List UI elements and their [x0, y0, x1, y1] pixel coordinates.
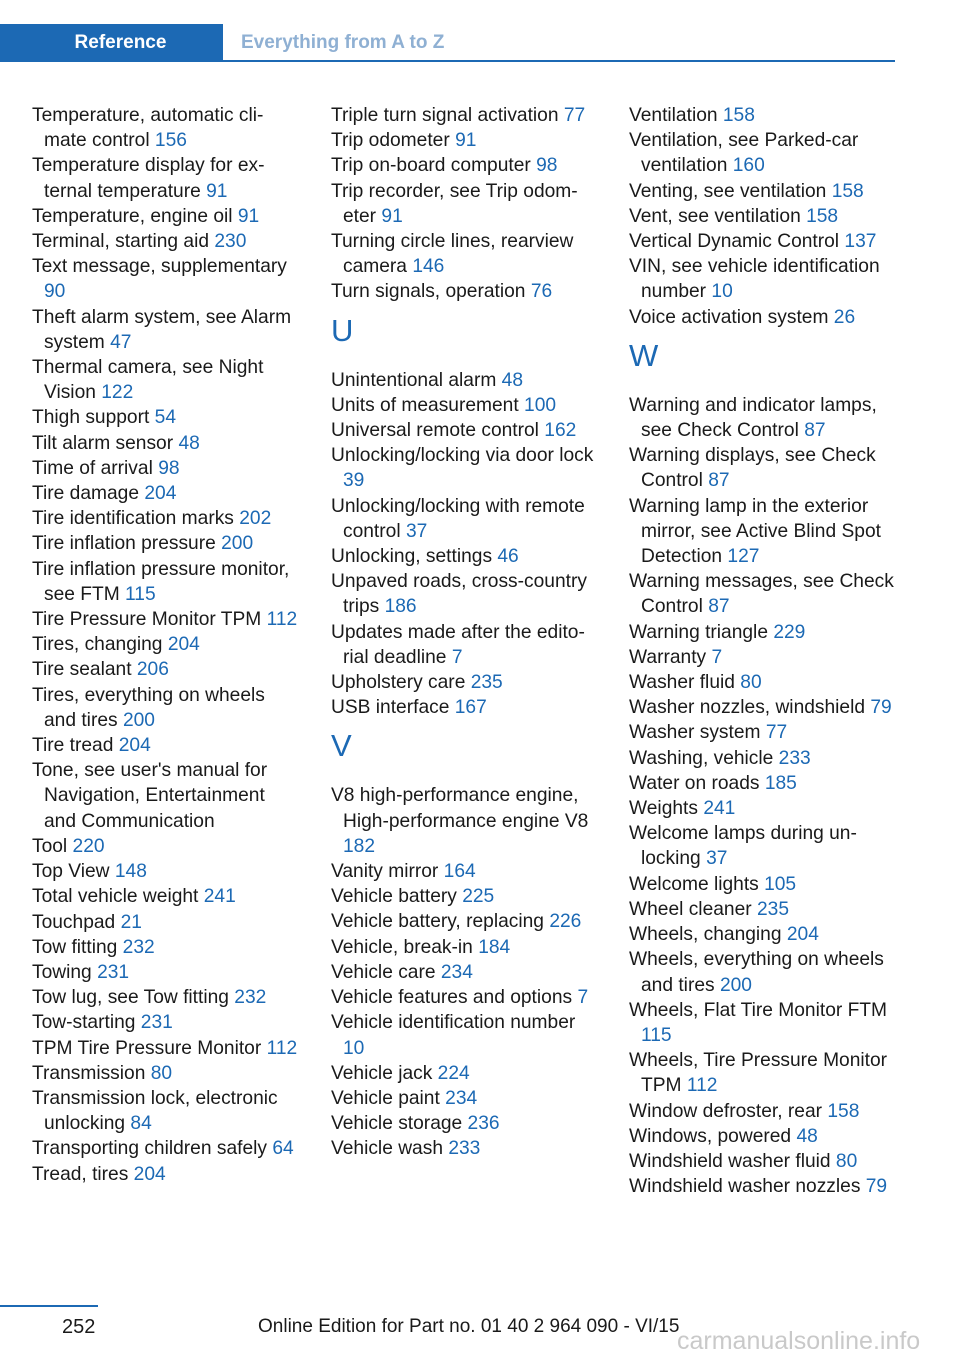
entry-page-link[interactable]: 112 — [686, 1075, 718, 1097]
entry-page-link[interactable]: 200 — [122, 709, 155, 731]
entry-term: Tread, tires — [32, 1163, 129, 1185]
entry-page-link[interactable]: 127 — [727, 546, 760, 568]
entry-page-link[interactable]: 206 — [136, 659, 169, 681]
entry-page-link[interactable]: 146 — [412, 256, 445, 278]
entry-term: Theft alarm system, see Alarm system — [32, 306, 292, 353]
index-entry — [629, 305, 899, 330]
entry-term: Transmission lock, electronic unlocking — [32, 1087, 278, 1135]
entry-page-link[interactable]: 184 — [478, 936, 511, 958]
index-entry — [32, 607, 298, 632]
entry-page-link[interactable]: 220 — [72, 835, 105, 857]
entry-term: Transporting children safely — [32, 1138, 267, 1160]
entry-term: Vent, see ventilation — [629, 205, 801, 227]
index-entry — [629, 695, 899, 720]
index-entry — [629, 443, 899, 493]
entry-term: VIN, see vehicle identification number — [629, 256, 880, 303]
index-entry — [629, 128, 899, 178]
entry-page-link[interactable]: 46 — [497, 546, 519, 568]
entry-page-link[interactable]: 158 — [831, 180, 864, 202]
entry-page-link[interactable]: 200 — [719, 974, 752, 996]
entry-term: Unpaved roads, cross-country trips — [331, 571, 587, 618]
index-entry — [331, 418, 601, 443]
entry-term: Time of arrival — [32, 457, 153, 479]
index-entry — [331, 1086, 601, 1111]
index-entry — [32, 1061, 298, 1086]
entry-page-link[interactable]: 232 — [122, 936, 155, 958]
entry-term: Trip on-board computer — [331, 155, 531, 177]
index-entry — [32, 1136, 298, 1161]
index-entry — [32, 1010, 298, 1035]
entry-page-link[interactable]: 48 — [796, 1125, 818, 1147]
entry-page-link[interactable]: 226 — [549, 911, 582, 933]
entry-term: Ventilation, see Parked-car ventilation — [629, 130, 859, 177]
entry-term: Triple turn signal activation — [331, 105, 559, 126]
index-entry — [629, 103, 899, 128]
index-entry — [629, 998, 899, 1048]
entry-page-link[interactable]: 185 — [764, 772, 797, 794]
index-entry — [32, 935, 298, 960]
entry-page-link[interactable]: 10 — [343, 1037, 365, 1059]
index-entry — [32, 683, 298, 733]
index-entry — [629, 494, 899, 570]
entry-term: Vehicle features and options — [331, 987, 573, 1009]
entry-term: Wheels, everything on wheels and tires — [629, 949, 884, 996]
entry-page-link[interactable]: 229 — [773, 621, 806, 643]
index-entry — [629, 1124, 899, 1149]
entry-term: Tires, everything on wheels and tires — [32, 684, 265, 731]
entry-page-link[interactable]: 98 — [536, 155, 558, 177]
watermark: carmanualsonline.info — [677, 1327, 921, 1355]
entry-term: Windshield washer fluid — [629, 1150, 831, 1172]
entry-term: Turning circle lines, rearview camera — [331, 231, 574, 278]
entry-page-link[interactable]: 158 — [722, 105, 755, 126]
entry-term: Wheels, changing — [629, 924, 782, 946]
entry-page-link[interactable]: 77 — [765, 722, 788, 744]
entry-page-link[interactable]: 225 — [462, 886, 495, 908]
entry-page-link[interactable]: 91 — [237, 205, 260, 227]
entry-page-link[interactable]: 235 — [757, 898, 790, 920]
index-entry — [331, 935, 601, 960]
entry-term: Tool — [32, 835, 68, 857]
entry-page-link[interactable]: 87 — [708, 596, 730, 618]
entry-term: Vehicle, break-in — [331, 936, 473, 958]
index-entry — [331, 153, 601, 178]
entry-term: Vehicle battery, replacing — [331, 911, 544, 933]
entry-term: Vehicle battery — [331, 886, 457, 908]
entry-term: Tire Pressure Monitor TPM — [32, 609, 262, 631]
index-column-3 — [629, 103, 899, 1199]
index-entry — [32, 204, 298, 229]
entry-page-link[interactable]: 91 — [206, 180, 228, 202]
page-header — [0, 0, 960, 62]
index-entry — [32, 960, 298, 985]
index-entry — [629, 1099, 899, 1124]
index-entry — [32, 254, 298, 304]
entry-term: Temperature display for external temperature — [32, 155, 265, 202]
entry-term: Washing, vehicle — [629, 747, 774, 769]
entry-term: Universal remote control — [331, 420, 539, 442]
index-entry — [331, 393, 601, 418]
index-entry — [32, 834, 298, 859]
entry-page-link[interactable]: 91 — [455, 130, 477, 152]
entry-page-link[interactable]: 37 — [706, 848, 728, 870]
entry-page-link[interactable]: 98 — [158, 457, 180, 479]
entry-page-link[interactable]: 204 — [118, 735, 151, 757]
index-entry — [331, 695, 601, 720]
index-letter-heading: U — [331, 312, 354, 348]
entry-page-link[interactable]: 204 — [167, 634, 200, 656]
entry-term: Unlocking/locking with remote control — [331, 495, 585, 542]
index-entry — [32, 405, 298, 430]
entry-term: Warning triangle — [629, 621, 768, 643]
entry-term: Ventilation — [629, 105, 718, 126]
entry-term: Terminal, starting aid — [32, 231, 210, 253]
entry-term: Window defroster, rear — [629, 1100, 823, 1122]
entry-term: Tow lug, see Tow fitting — [32, 987, 229, 1009]
entry-page-link[interactable]: 122 — [101, 382, 134, 404]
entry-page-link[interactable]: 235 — [470, 672, 503, 694]
entry-term: Transmission — [32, 1062, 146, 1084]
entry-page-link[interactable]: 230 — [214, 231, 247, 253]
entry-page-link[interactable]: 186 — [384, 596, 417, 618]
index-entry — [32, 153, 298, 203]
index-entry — [629, 1048, 899, 1098]
footer-rule — [0, 1305, 98, 1307]
entry-page-link[interactable]: 77 — [563, 105, 586, 126]
entry-page-link[interactable]: 115 — [125, 583, 156, 605]
entry-term: Weights — [629, 798, 698, 820]
entry-term: Updates made after the editorial deadline — [331, 621, 585, 668]
entry-term: Tire damage — [32, 483, 140, 505]
entry-page-link[interactable]: 241 — [203, 886, 236, 908]
index-entry — [331, 1111, 601, 1136]
index-letter-heading: V — [331, 728, 352, 764]
entry-page-link[interactable]: 137 — [844, 231, 877, 253]
index-entry — [629, 179, 899, 204]
entry-page-link[interactable]: 160 — [732, 155, 765, 177]
index-entry — [32, 506, 298, 531]
entry-page-link[interactable]: 204 — [133, 1163, 166, 1185]
entry-term: Vehicle care — [331, 961, 436, 983]
section-tab: Reference — [0, 24, 223, 62]
index-entry — [629, 872, 899, 897]
index-column-1 — [32, 103, 298, 1187]
index-entry — [331, 1136, 601, 1161]
entry-page-link[interactable]: 7 — [451, 646, 463, 668]
entry-page-link[interactable]: 162 — [544, 420, 577, 442]
entry-page-link[interactable]: 182 — [343, 835, 376, 857]
entry-term: Vehicle wash — [331, 1138, 443, 1160]
entry-page-link[interactable]: 200 — [221, 533, 254, 555]
index-entry — [331, 128, 601, 153]
entry-page-link[interactable]: 90 — [44, 281, 66, 303]
index-entry — [32, 531, 298, 556]
entry-page-link[interactable]: 148 — [114, 861, 147, 883]
index-entry — [629, 947, 899, 997]
index-entry — [331, 103, 601, 128]
entry-term: Trip odometer — [331, 130, 450, 152]
entry-term: Wheel cleaner — [629, 898, 752, 920]
entry-page-link[interactable]: 112 — [266, 1037, 298, 1059]
entry-page-link[interactable]: 233 — [448, 1138, 481, 1160]
index-entry — [331, 443, 601, 493]
entry-term: Vertical Dynamic Control — [629, 231, 840, 253]
entry-term: Touchpad — [32, 911, 116, 933]
entry-term: Warranty — [629, 646, 707, 668]
index-entry — [331, 884, 601, 909]
index-entry — [32, 1036, 298, 1061]
index-letter-heading: W — [629, 337, 659, 373]
entry-term: Top View — [32, 861, 110, 883]
entry-page-link[interactable]: 164 — [443, 861, 476, 883]
index-entry — [629, 670, 899, 695]
index-entry — [32, 481, 298, 506]
entry-page-link[interactable]: 79 — [870, 697, 892, 719]
entry-term: Tire identification marks — [32, 508, 234, 530]
index-entry — [629, 897, 899, 922]
entry-term: Vehicle jack — [331, 1062, 433, 1084]
index-entry — [331, 985, 601, 1010]
entry-term: Unlocking/locking via door lock — [331, 445, 594, 467]
index-entry — [331, 494, 601, 544]
index-entry — [331, 179, 601, 229]
index-entry — [32, 1162, 298, 1187]
entry-page-link[interactable]: 231 — [140, 1012, 173, 1034]
entry-page-link[interactable]: 202 — [239, 508, 272, 530]
entry-term: Tow-starting — [32, 1012, 136, 1034]
entry-page-link[interactable]: 236 — [467, 1113, 500, 1135]
entry-page-link[interactable]: 156 — [154, 130, 187, 152]
entry-term: Warning and indicator lamps, see Check Control — [629, 394, 877, 442]
entry-term: Warning lamp in the exterior mirror, see Active Blind Spot Detection — [629, 495, 881, 568]
entry-page-link[interactable]: 158 — [806, 205, 839, 227]
entry-page-link[interactable]: 10 — [711, 281, 733, 303]
entry-term: Windows, powered — [629, 1125, 792, 1147]
entry-term: Tires, changing — [32, 634, 163, 656]
entry-page-link[interactable]: 224 — [437, 1062, 470, 1084]
entry-page-link[interactable]: 54 — [154, 407, 177, 429]
entry-page-link[interactable]: 7 — [577, 987, 589, 1009]
index-entry — [629, 254, 899, 304]
entry-term: Total vehicle weight — [32, 886, 199, 908]
index-entry — [32, 1086, 298, 1136]
entry-term: Warning messages, see Check Control — [629, 571, 894, 618]
entry-term: TPM Tire Pressure Monitor — [32, 1037, 262, 1059]
entry-term: Tire sealant — [32, 659, 132, 681]
index-entry — [629, 1149, 899, 1174]
index-entry — [629, 1174, 899, 1199]
index-entry — [629, 204, 899, 229]
index-entry — [32, 884, 298, 909]
index-entry — [32, 355, 298, 405]
entry-term: Tilt alarm sensor — [32, 432, 174, 454]
index-entry — [331, 368, 601, 393]
entry-page-link[interactable]: 204 — [144, 483, 177, 505]
entry-term: Thigh support — [32, 407, 150, 429]
entry-page-link[interactable]: 48 — [501, 369, 524, 391]
entry-page-link[interactable]: 80 — [150, 1062, 173, 1084]
index-entry — [629, 796, 899, 821]
index-entry — [331, 229, 601, 279]
index-entry — [32, 431, 298, 456]
entry-page-link[interactable]: 26 — [833, 306, 856, 328]
entry-page-link[interactable]: 234 — [445, 1087, 478, 1109]
index-entry — [32, 103, 298, 153]
index-entry — [331, 544, 601, 569]
entry-term: Turn signals, operation — [331, 281, 526, 303]
page-number: 252 — [62, 1316, 96, 1338]
entry-page-link[interactable]: 7 — [711, 646, 723, 668]
entry-term: Trip recorder, see Trip odometer — [331, 180, 578, 227]
entry-term: Voice activation system — [629, 306, 829, 328]
index-entry — [32, 758, 298, 834]
entry-page-link[interactable]: 80 — [835, 1150, 858, 1172]
index-entry — [331, 279, 601, 304]
entry-term: Washer fluid — [629, 672, 735, 694]
entry-term: Upholstery care — [331, 672, 466, 694]
entry-term: Welcome lights — [629, 873, 759, 895]
entry-page-link[interactable]: 37 — [405, 520, 428, 542]
entry-term: Unlocking, settings — [331, 546, 493, 568]
index-entry — [331, 909, 601, 934]
entry-term: Tire inflation pressure monitor, see FTM — [32, 558, 290, 605]
entry-term: Washer system — [629, 722, 761, 744]
index-entry — [32, 657, 298, 682]
entry-term: Towing — [32, 961, 92, 983]
entry-page-link[interactable]: 76 — [530, 281, 553, 303]
index-entry — [629, 922, 899, 947]
entry-term: Thermal camera, see Night Vision — [32, 357, 264, 404]
index-entry — [32, 859, 298, 884]
entry-term: Water on roads — [629, 772, 760, 794]
index-entry — [331, 1061, 601, 1086]
index-entry — [629, 229, 899, 254]
entry-term: Windshield washer nozzles — [629, 1176, 861, 1198]
index-entry — [32, 733, 298, 758]
entry-term: Wheels, Tire Pressure Monitor TPM — [629, 1050, 888, 1097]
entry-term: Washer nozzles, windshield — [629, 697, 866, 719]
index-entry — [331, 569, 601, 619]
index-entry — [629, 645, 899, 670]
index-entry — [32, 229, 298, 254]
entry-page-link[interactable]: 91 — [381, 205, 403, 227]
index-entry — [629, 620, 899, 645]
index-entry — [32, 910, 298, 935]
entry-page-link[interactable]: 64 — [272, 1138, 294, 1160]
index-entry — [629, 821, 899, 871]
header-rule — [223, 60, 895, 62]
index-entry — [629, 746, 899, 771]
entry-term: Tire inflation pressure — [32, 533, 216, 555]
entry-page-link[interactable]: 87 — [708, 470, 730, 492]
entry-page-link[interactable]: 231 — [97, 961, 130, 983]
entry-page-link[interactable]: 80 — [740, 672, 762, 694]
entry-term: Tone, see user's manual for Navigation, Entertainment and Communication — [32, 760, 268, 832]
index-entry — [32, 985, 298, 1010]
index-entry — [629, 393, 899, 443]
entry-term: Text message, supplementary — [32, 256, 287, 278]
index-entry — [629, 720, 899, 745]
entry-term: Venting, see ventilation — [629, 180, 827, 202]
entry-term: Tire tread — [32, 735, 114, 757]
entry-page-link[interactable]: 48 — [178, 432, 200, 454]
index-entry — [32, 456, 298, 481]
index-column-2 — [331, 103, 601, 1162]
subsection-title: Everything from A to Z — [241, 32, 445, 53]
edition-note: Online Edition for Part no. 01 40 2 964 090 - VI/15 — [258, 1316, 680, 1337]
entry-term: Wheels, Flat Tire Monitor FTM — [629, 999, 888, 1021]
entry-term: Vehicle identification number — [331, 1012, 576, 1034]
index-entry — [331, 670, 601, 695]
index-entry — [32, 632, 298, 657]
entry-term: Temperature, engine oil — [32, 205, 233, 227]
entry-term: Vehicle storage — [331, 1113, 463, 1135]
index-entry — [629, 771, 899, 796]
entry-page-link[interactable]: 241 — [703, 798, 736, 820]
index-entry — [331, 1010, 601, 1060]
entry-page-link[interactable]: 84 — [130, 1113, 152, 1135]
entry-term: Unintentional alarm — [331, 369, 497, 391]
entry-term: USB interface — [331, 697, 450, 719]
entry-page-link[interactable]: 115 — [641, 1024, 672, 1046]
index-entry — [331, 783, 601, 859]
entry-page-link[interactable]: 167 — [454, 697, 487, 719]
index-entry — [629, 569, 899, 619]
index-entry — [331, 960, 601, 985]
index-entry — [331, 620, 601, 670]
entry-term: Temperature, automatic climate control — [32, 105, 264, 152]
entry-page-link[interactable]: 87 — [804, 420, 826, 442]
entry-page-link[interactable]: 233 — [778, 747, 811, 769]
entry-page-link[interactable]: 232 — [234, 987, 267, 1009]
entry-page-link[interactable]: 204 — [786, 924, 819, 946]
entry-page-link[interactable]: 47 — [110, 331, 132, 353]
entry-page-link[interactable]: 39 — [343, 470, 365, 492]
entry-term: Vanity mirror — [331, 861, 439, 883]
index-entry — [32, 305, 298, 355]
entry-term: V8 high-performance engine, High-performance engine V8 — [331, 785, 589, 832]
entry-page-link[interactable]: 21 — [120, 911, 142, 933]
entry-page-link[interactable]: 100 — [524, 394, 557, 416]
entry-page-link[interactable]: 79 — [865, 1176, 888, 1198]
entry-term: Tow fitting — [32, 936, 118, 958]
entry-page-link[interactable]: 112 — [266, 609, 298, 631]
entry-page-link[interactable]: 234 — [440, 961, 473, 983]
entry-term: Welcome lamps during unlocking — [629, 823, 857, 870]
index-entry — [32, 557, 298, 607]
entry-term: Vehicle paint — [331, 1087, 440, 1109]
entry-page-link[interactable]: 158 — [827, 1100, 860, 1122]
entry-term: Units of measurement — [331, 394, 519, 416]
entry-page-link[interactable]: 105 — [764, 873, 797, 895]
entry-term: Warning displays, see Check Control — [629, 445, 876, 492]
index-entry — [331, 859, 601, 884]
